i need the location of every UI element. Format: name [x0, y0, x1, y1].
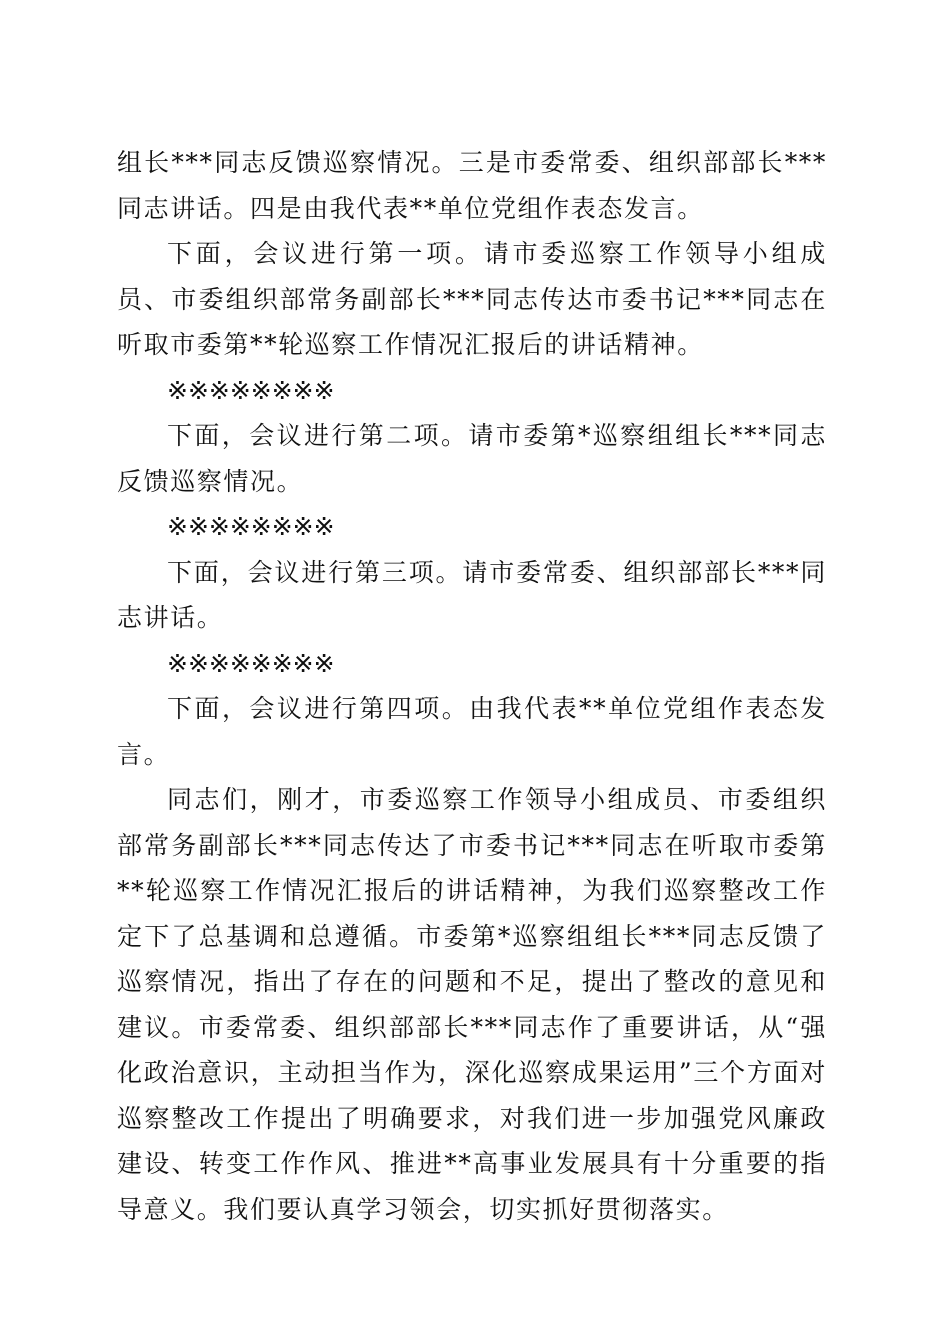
paragraph-item-four: 下面，会议进行第四项。由我代表**单位党组作表态发言。: [117, 694, 827, 769]
paragraph-continuation: 组长***同志反馈巡察情况。三是市委常委、组织部部长***同志讲话。四是由我代表**单位党组作表态发言。: [117, 148, 827, 223]
paragraph-summary: 同志们，刚才，市委巡察工作领导小组成员、市委组织部常务副部长***同志传达了市委书记***同志在听取市委第**轮巡察工作情况汇报后的讲话精神，为我们巡察整改工作定下了总基调和总遵循。市委第*巡察组组长***同志反馈了巡察情况，指出了存在的问题和不足，提出了整改的意见和建议。市委常委、组织部部长***同志作了重要讲话，从“强化政治意识，主动担当作为，深化巡察成果运用”三个方面对巡察整改工作提出了明确要求，对我们进一步加强党风廉政建设、转变工作作风、推进**高事业发展具有十分重要的指导意义。我们要认真学习领会，切实抓好贯彻落实。: [117, 785, 827, 1224]
paragraph-item-two: 下面，会议进行第二项。请市委第*巡察组组长***同志反馈巡察情况。: [117, 421, 827, 496]
separator-marks: ※※※※※※※※: [167, 648, 335, 678]
separator-marks: ※※※※※※※※: [167, 375, 335, 405]
paragraph-item-one: 下面，会议进行第一项。请市委巡察工作领导小组成员、市委组织部常务副部长***同志传达市委书记***同志在听取市委第**轮巡察工作情况汇报后的讲话精神。: [117, 239, 827, 359]
paragraph-item-three: 下面，会议进行第三项。请市委常委、组织部部长***同志讲话。: [117, 557, 827, 632]
document-body: [117, 140, 827, 1232]
separator-marks: ※※※※※※※※: [167, 512, 335, 541]
